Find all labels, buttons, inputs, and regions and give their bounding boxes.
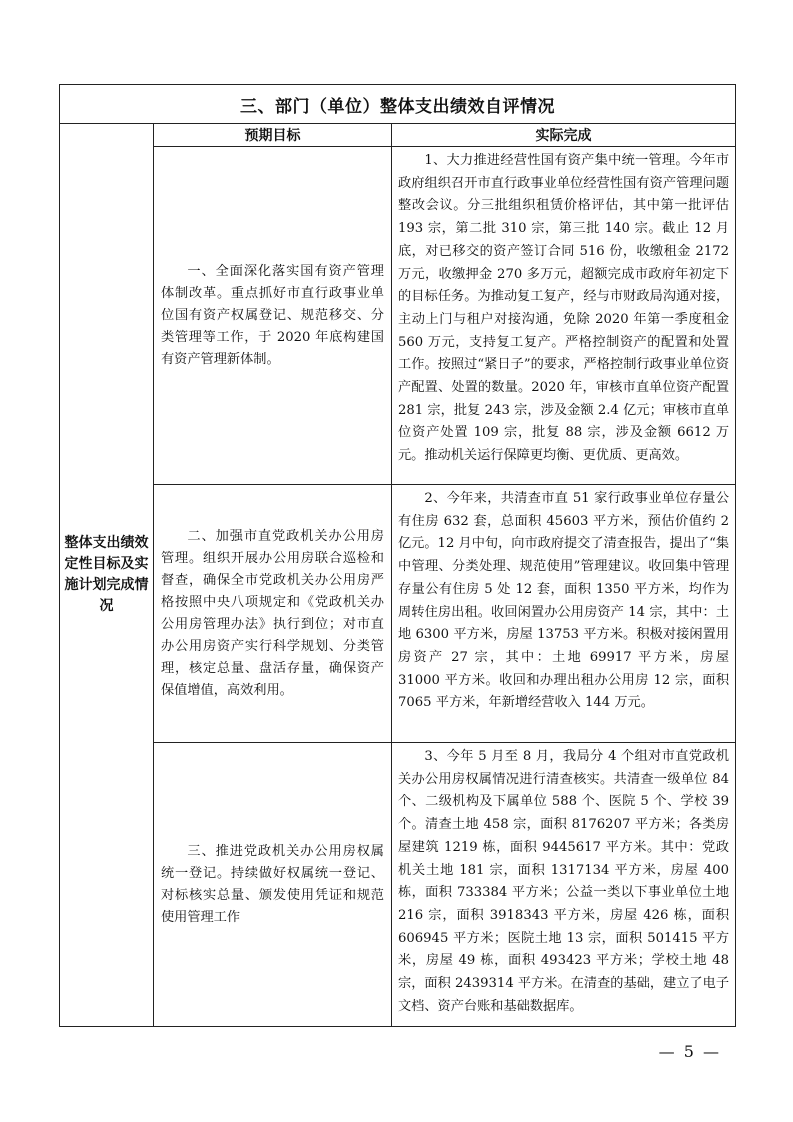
done-cell: [392, 147, 736, 485]
goal-text: 三、推进党政机关办公用房权属统一登记。持续做好权属统一登记、对标核实总量、颁发使用凭证和规范使用管理工作: [161, 843, 384, 925]
column-header-goal: 预期目标: [154, 124, 392, 147]
done-text: 2、今年来，共清查市直 51 家行政事业单位存量公有住房 632 套，总面积 45603 平方米，预估价值约 2 亿元。12 月中旬，向市政府提交了清查报告，提出了“集中管理、分类处理、规范使用”管理建议。收回集中管理存量公有住房 5 处 12 套，面积 1350 平方米，均作为周转住房出租。收回闲置办公用房资产 14 宗，其中：土地 6300 平方米，房屋 13753 平方米。积极对接闲置用房资产 27 宗，其中：土地 69917 平方米，房屋 31000 平方米。收回和办理出租办公用房 12 宗，面积 7065 平方米，年新增经营收入 144 万元。: [398, 491, 730, 711]
done-cell: [392, 743, 736, 1027]
table-row: [60, 743, 736, 1027]
goal-cell: [154, 147, 392, 485]
done-cell: [392, 485, 736, 743]
title-row: [60, 85, 736, 124]
side-label: 整体支出绩效定性目标及实施计划完成情况: [60, 124, 154, 1027]
section-title: 三、部门（单位）整体支出绩效自评情况: [60, 85, 736, 124]
goal-text: 二、加强市直党政机关办公用房管理。组织开展办公用房联合巡检和督查，确保全市党政机关办公用房严格按照中央八项规定和《党政机关办公用房管理办法》执行到位；对市直办公用房资产实行科学规划、分类管理，核定总量、盘活存量，确保资产保值增值，高效利用。: [161, 528, 384, 698]
table-row: [60, 147, 736, 485]
column-header-done: 实际完成: [392, 124, 736, 147]
done-text: 1、大力推进经营性国有资产集中统一管理。今年市政府组织召开市直行政事业单位经营性国有资产管理问题整改会议。分三批组织租赁价格评估，其中第一批评估 193 宗，第二批 310 宗，第三批 140 宗。截止 12 月底，对已移交的资产签订合同 516 份，收缴租金 2172 万元，收缴押金 270 多万元，超额完成市政府年初定下的目标任务。为推动复工复产，经与市财政局沟通对接，主动上门与租户对接沟通，免除 2020 年第一季度租金 560 万元，支持复工复产。严格控制资产的配置和处置工作。按照过“紧日子”的要求，严格控制行政事业单位资产配置、处置的数量。2020 年，审核市直单位资产配置 281 宗，批复 243 宗，涉及金额 2.4 亿元；审核市直单位资产处置 109 宗，批复 88 宗，涉及金额 6612 万元。推动机关运行保障更均衡、更优质、更高效。: [398, 153, 730, 464]
performance-table: [59, 84, 736, 1027]
header-row: [60, 124, 736, 147]
goal-cell: [154, 485, 392, 743]
page-number: — 5 —: [658, 1042, 721, 1061]
goal-text: 一、全面深化落实国有资产管理体制改革。重点抓好市直行政事业单位国有资产权属登记、规范移交、分类管理等工作，于 2020 年底构建国有资产管理新体制。: [161, 263, 384, 367]
table-row: [60, 485, 736, 743]
goal-cell: [154, 743, 392, 1027]
done-text: 3、今年 5 月至 8 月，我局分 4 个组对市直党政机关办公用房权属情况进行清查核实。共清查一级单位 84 个、二级机构及下属单位 588 个、医院 5 个、学校 39 个。清查土地 458 宗，面积 8176207 平方米；各类房屋建筑 1219 栋，面积 9445617 平方米。其中：党政机关土地 181 宗，面积 1317134 平方米，房屋 400 栋，面积 733384 平方米；公益一类以下事业单位土地 216 宗，面积 3918343 平方米，房屋 426 栋，面积 606945 平方米；医院土地 13 宗，面积 501415 平方米，房屋 49 栋，面积 493423 平方米；学校土地 48 宗，面积 2439314 平方米。在清查的基础，建立了电子文档、资产台账和基础数据库。: [398, 749, 730, 1014]
